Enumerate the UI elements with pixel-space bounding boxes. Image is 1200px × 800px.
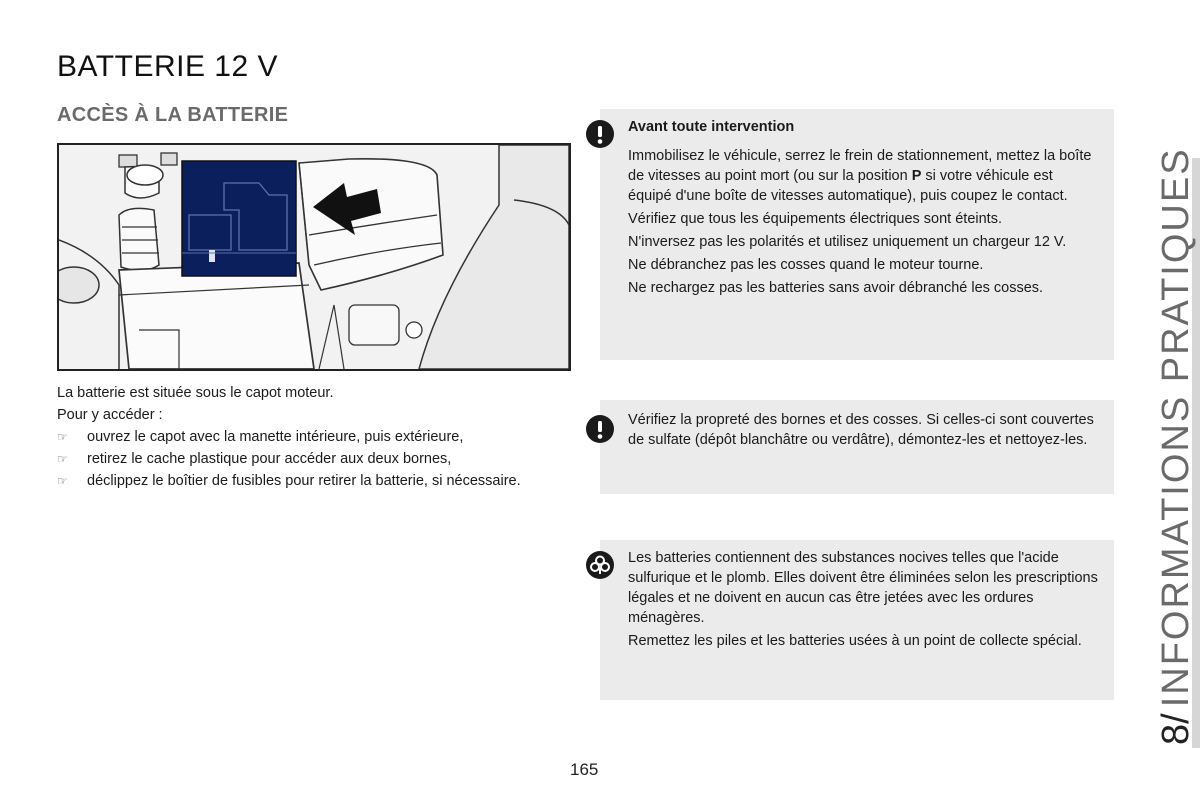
chapter-separator: /: [1155, 713, 1197, 724]
exclamation-icon: [586, 120, 614, 148]
chapter-heading: [1155, 147, 1198, 745]
warning-paragraph: Ne rechargez pas les batteries sans avoir débranché les cosses.: [628, 280, 1044, 296]
page-number: 165: [570, 760, 599, 779]
page-title: BATTERIE 12 V: [57, 50, 279, 83]
warning-heading: Avant toute intervention: [628, 119, 795, 135]
terminal-check-notice: [600, 400, 1114, 494]
access-steps-list: [57, 426, 577, 492]
notice-text: Vérifiez la propreté des bornes et des cosses. Si celles-ci sont couvertes de sulfate (dépôt blanchâtre ou verdâtre), démontez-les et nettoyez-les.: [628, 412, 1094, 448]
pointing-hand-icon: ☞: [57, 430, 68, 444]
exclamation-icon: [586, 415, 614, 443]
step-text: ouvrez le capot avec la manette intérieure, puis extérieure,: [87, 429, 464, 445]
step-text: retirez le cache plastique pour accéder aux deux bornes,: [87, 451, 452, 467]
chapter-number: 8: [1155, 723, 1197, 745]
list-item: [57, 470, 577, 492]
warning-paragraph: Vérifiez que tous les équipements électriques sont éteints.: [628, 211, 1002, 227]
warning-text-part: Immobilisez le véhicule, serrez le frein de stationnement, mettez la boîte de vitesses au point mort (ou sur la position: [628, 148, 1092, 184]
gear-position-label: P: [911, 168, 922, 184]
notice-text: Remettez les piles et les batteries usées à un point de collecte spécial.: [628, 633, 1082, 649]
section-title: ACCÈS À LA BATTERIE: [57, 104, 289, 126]
notice-text: Les batteries contiennent des substances nocives telles que l'acide sulfurique et le plomb. Elles doivent être éliminées selon les prescriptions légales et ne doivent en aucun cas être jetées avec les ordures ménagères.: [628, 550, 1098, 626]
list-item: [57, 426, 577, 448]
warning-paragraph: N'inversez pas les polarités et utilisez uniquement un chargeur 12 V.: [628, 234, 1067, 250]
environment-notice: [600, 540, 1114, 700]
step-text: déclippez le boîtier de fusibles pour retirer la batterie, si nécessaire.: [87, 473, 521, 489]
intro-text: [57, 382, 577, 492]
pointing-hand-icon: ☞: [57, 474, 68, 488]
warning-paragraph: Ne débranchez pas les cosses quand le moteur tourne.: [628, 257, 984, 273]
intro-location: La batterie est située sous le capot moteur.: [57, 385, 334, 401]
list-item: [57, 448, 577, 470]
recycle-tree-icon: [586, 551, 614, 579]
warning-paragraph: [628, 146, 1100, 206]
warning-notice: [600, 109, 1114, 360]
pointing-hand-icon: ☞: [57, 452, 68, 466]
chapter-label: INFORMATIONS PRATIQUES: [1155, 147, 1197, 708]
battery-location-illustration: [57, 143, 571, 371]
engine-bay-illustration: [59, 145, 569, 369]
warning-text-part: si votre véhicule est équipé d'une boîte de vitesses automatique), puis coupez le contact.: [628, 168, 1068, 204]
intro-access: Pour y accéder :: [57, 407, 163, 423]
